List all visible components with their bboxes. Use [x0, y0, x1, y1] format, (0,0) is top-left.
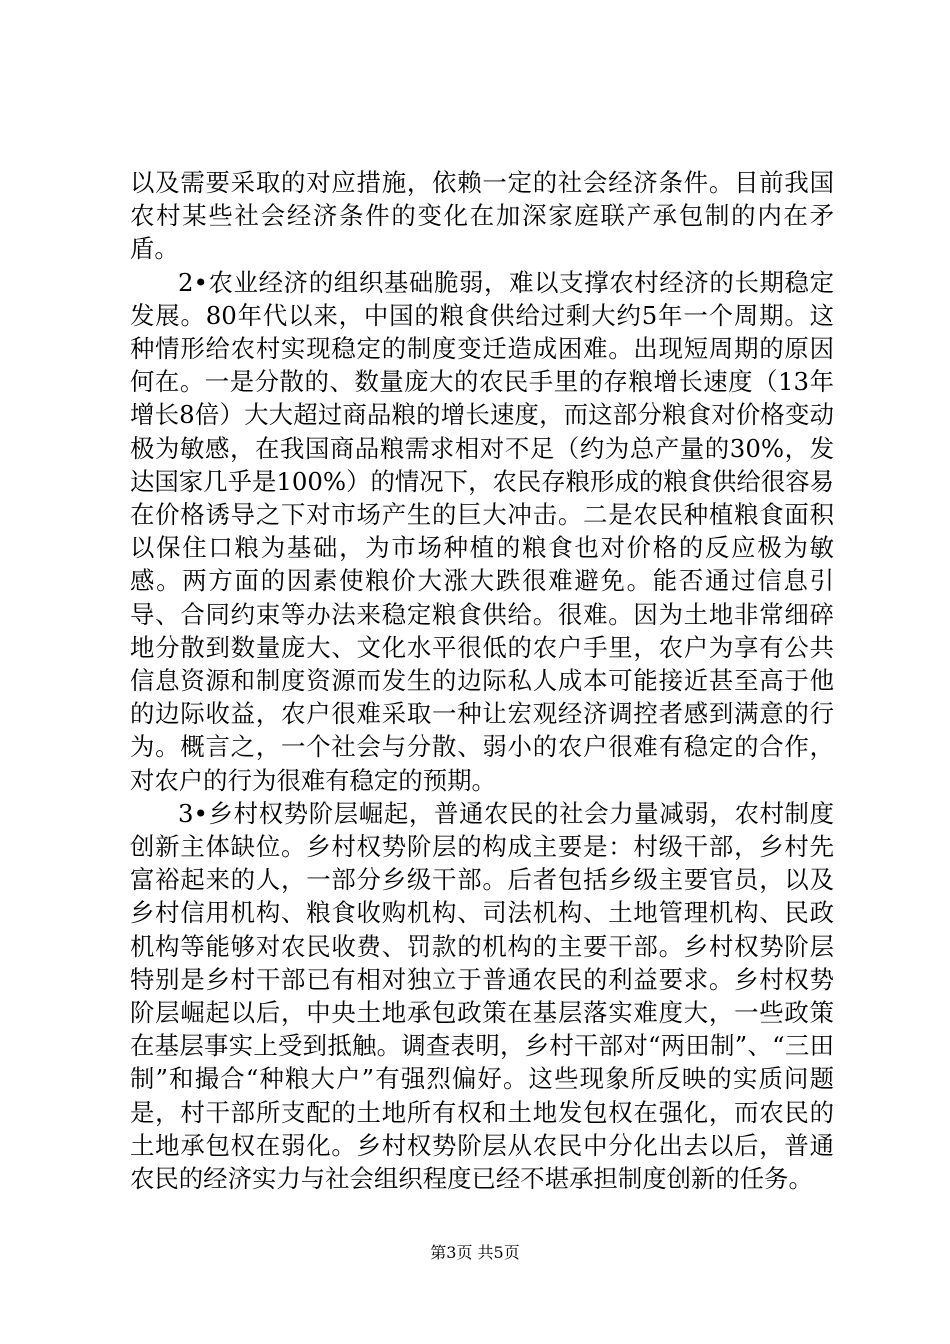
paragraph-continuation: 以及需要采取的对应措施，依赖一定的社会经济条件。目前我国农村某些社会经济条件的变化在加深家庭联产承包制的内在矛盾。: [130, 168, 834, 264]
document-body: [130, 166, 834, 1195]
paragraph-section-2: 2•农业经济的组织基础脆弱，难以支撑农村经济的长期稳定发展。80年代以来，中国的粮食供给过剩大约5年一个周期。这种情形给农村实现稳定的制度变迁造成困难。出现短周期的原因何在。一是分散的、数量庞大的农民手里的存粮增长速度（13年增长8倍）大大超过商品粮的增长速度，而这部分粮食对价格变动极为敏感，在我国商品粮需求相对不足（约为总产量的30%，发达国家几乎是100%）的情况下，农民存粮形成的粮食供给很容易在价格诱导之下对市场产生的巨大冲击。二是农民种植粮食面积以保住口粮为基础，为市场种植的粮食也对价格的反应极为敏感。两方面的因素使粮价大涨大跌很难避免。能否通过信息引导、合同约束等办法来稳定粮食供给。很难。因为土地非常细碎地分散到数量庞大、文化水平很低的农户手里，农户为享有公共信息资源和制度资源而发生的边际私人成本可能接近甚至高于他的边际收益，农户很难采取一种让宏观经济调控者感到满意的行为。概言之，一个社会与分散、弱小的农户很难有稳定的合作，对农户的行为很难有稳定的预期。: [130, 267, 834, 795]
paragraph-section-3: 3•乡村权势阶层崛起，普通农民的社会力量减弱，农村制度创新主体缺位。乡村权势阶层的构成主要是：村级干部，乡村先富裕起来的人，一部分乡级干部。后者包括乡级主要官员，以及乡村信用机构、粮食收购机构、司法机构、土地管理机构、民政机构等能够对农民收费、罚款的机构的主要干部。乡村权势阶层特别是乡村干部已有相对独立于普通农民的利益要求。乡村权势阶层崛起以后，中央土地承包政策在基层落实难度大，一些政策在基层事实上受到抵触。调查表明，乡村干部对“两田制”、“三田制”和撮合“种粮大户”有强烈偏好。这些现象所反映的实质问题是，村干部所支配的土地所有权和土地发包权在强化，而农民的土地承包权在弱化。乡村权势阶层从农民中分化出去以后，普通农民的经济实力与社会组织程度已经不堪承担制度创新的任务。: [130, 798, 834, 1194]
page-number-footer: 第3页 共5页: [430, 1243, 520, 1262]
